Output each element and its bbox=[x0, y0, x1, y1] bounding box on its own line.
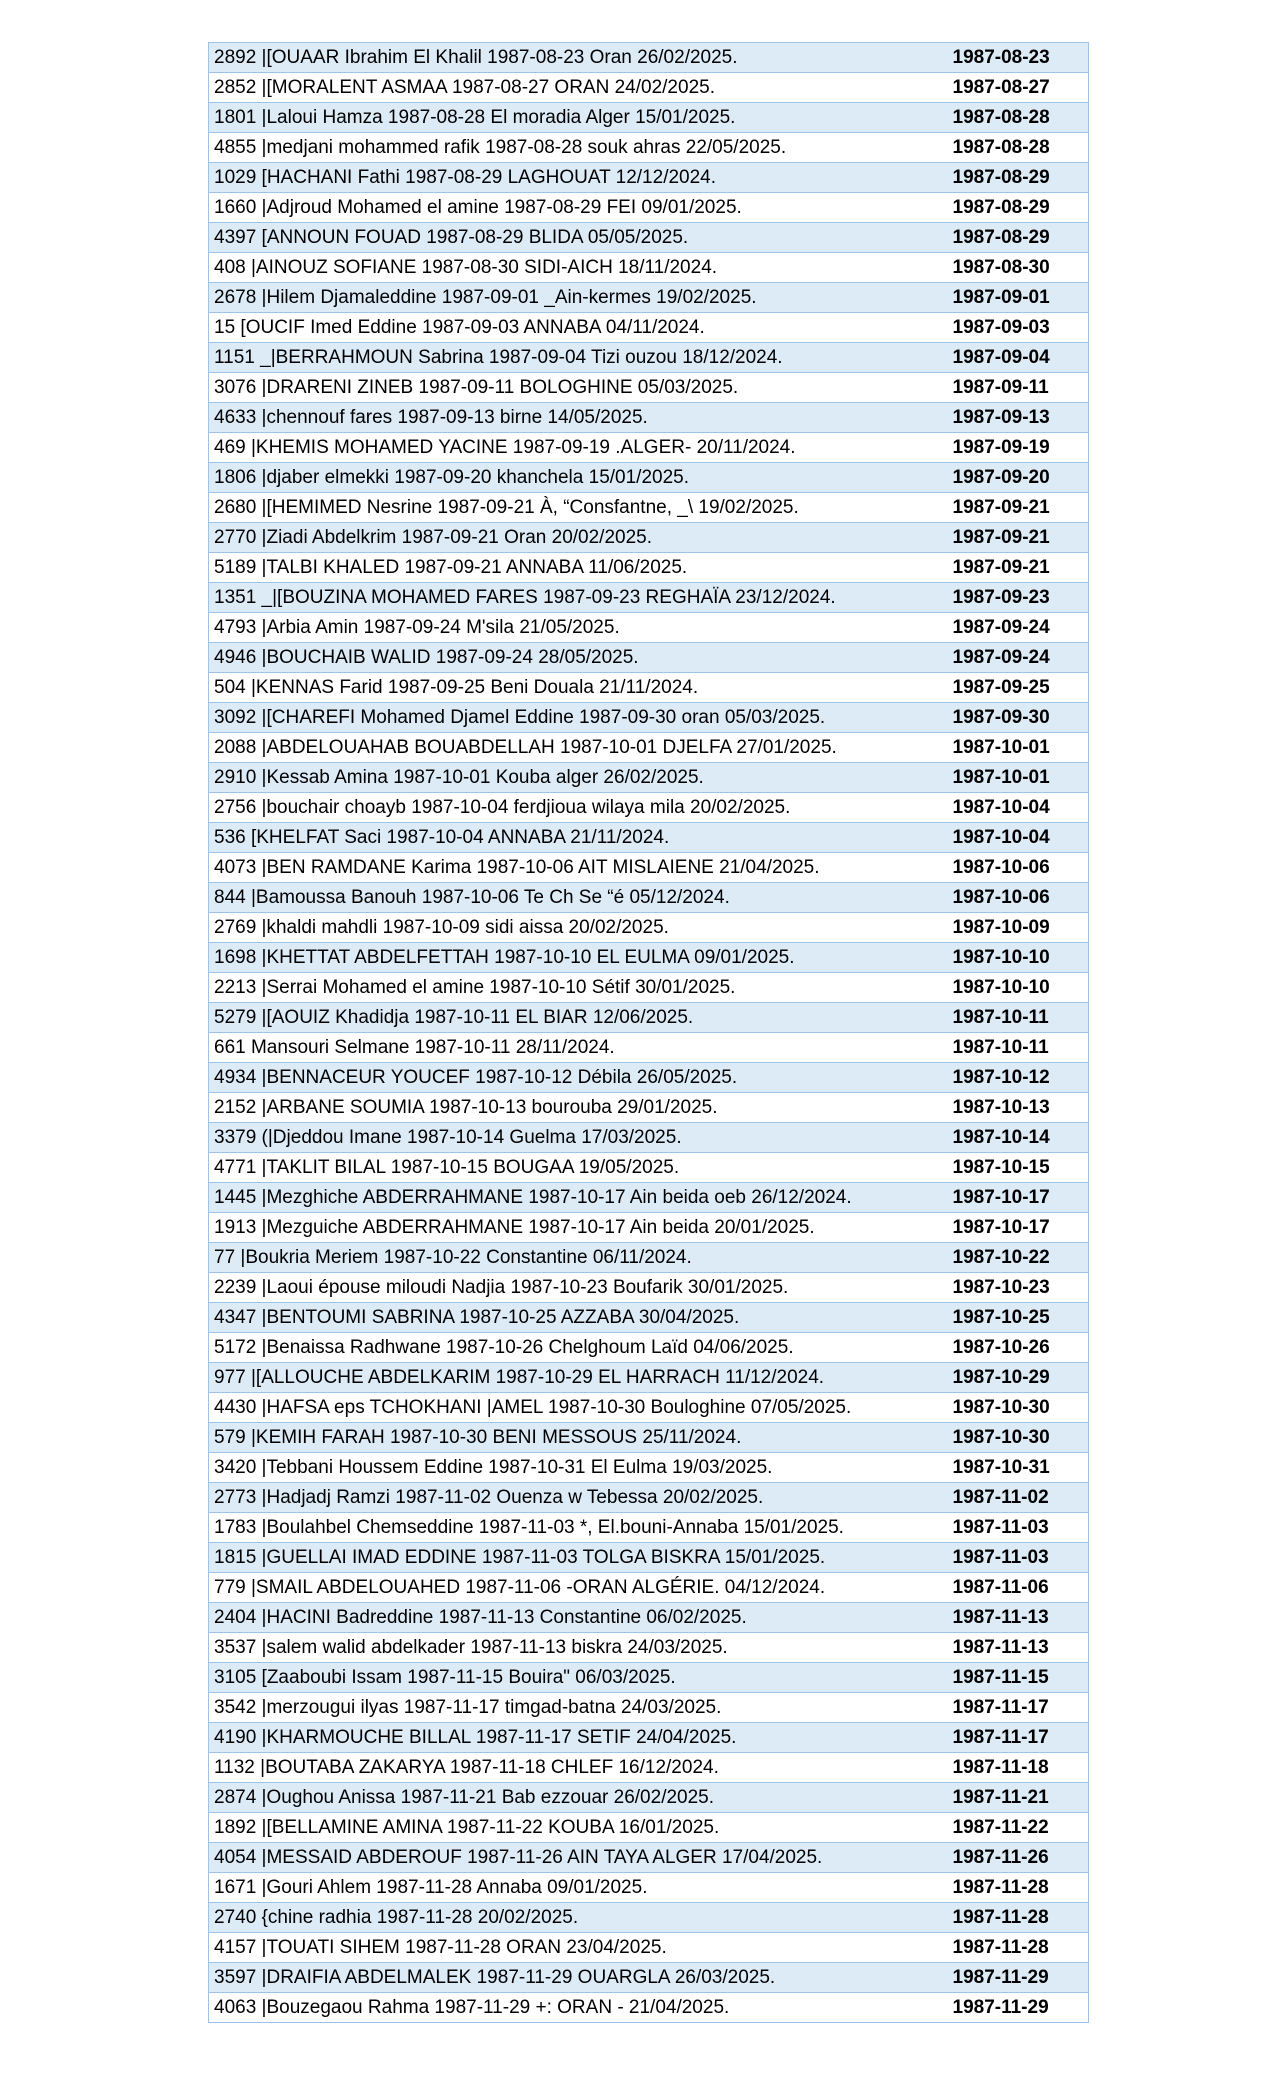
record-entry-cell: 5172 |Benaissa Radhwane 1987-10-26 Chelghoum Laïd 04/06/2025. bbox=[209, 1333, 947, 1363]
record-entry-cell: 4633 |chennouf fares 1987-09-13 birne 14/05/2025. bbox=[209, 403, 947, 433]
record-entry-cell: 3092 |[CHAREFI Mohamed Djamel Eddine 1987-09-30 oran 05/03/2025. bbox=[209, 703, 947, 733]
record-entry-cell: 1698 |KHETTAT ABDELFETTAH 1987-10-10 EL EULMA 09/01/2025. bbox=[209, 943, 947, 973]
record-entry-cell: 4430 |HAFSA eps TCHOKHANI |AMEL 1987-10-30 Bouloghine 07/05/2025. bbox=[209, 1393, 947, 1423]
record-date-cell: 1987-10-15 bbox=[947, 1153, 1089, 1183]
record-date-cell: 1987-10-04 bbox=[947, 823, 1089, 853]
record-date-cell: 1987-11-29 bbox=[947, 1963, 1089, 1993]
table-row bbox=[209, 1843, 1089, 1873]
record-entry-cell: 4934 |BENNACEUR YOUCEF 1987-10-12 Débila 26/05/2025. bbox=[209, 1063, 947, 1093]
record-date-cell: 1987-09-04 bbox=[947, 343, 1089, 373]
record-date-cell: 1987-09-25 bbox=[947, 673, 1089, 703]
record-date-cell: 1987-10-09 bbox=[947, 913, 1089, 943]
record-entry-cell: 977 |[ALLOUCHE ABDELKARIM 1987-10-29 EL HARRACH 11/12/2024. bbox=[209, 1363, 947, 1393]
record-date-cell: 1987-10-31 bbox=[947, 1453, 1089, 1483]
record-date-cell: 1987-09-19 bbox=[947, 433, 1089, 463]
table-row bbox=[209, 193, 1089, 223]
record-entry-cell: 3542 |merzougui ilyas 1987-11-17 timgad-batna 24/03/2025. bbox=[209, 1693, 947, 1723]
record-date-cell: 1987-08-29 bbox=[947, 223, 1089, 253]
table-row bbox=[209, 703, 1089, 733]
record-date-cell: 1987-09-30 bbox=[947, 703, 1089, 733]
record-entry-cell: 3379 (|Djeddou Imane 1987-10-14 Guelma 17/03/2025. bbox=[209, 1123, 947, 1153]
table-row bbox=[209, 343, 1089, 373]
table-row bbox=[209, 403, 1089, 433]
table-row bbox=[209, 253, 1089, 283]
record-entry-cell: 2740 {chine radhia 1987-11-28 20/02/2025. bbox=[209, 1903, 947, 1933]
record-date-cell: 1987-10-23 bbox=[947, 1273, 1089, 1303]
table-row bbox=[209, 1663, 1089, 1693]
table-row bbox=[209, 1183, 1089, 1213]
record-entry-cell: 4793 |Arbia Amin 1987-09-24 M'sila 21/05/2025. bbox=[209, 613, 947, 643]
table-row bbox=[209, 793, 1089, 823]
table-row bbox=[209, 1153, 1089, 1183]
record-date-cell: 1987-10-12 bbox=[947, 1063, 1089, 1093]
table-row bbox=[209, 1693, 1089, 1723]
record-date-cell: 1987-10-17 bbox=[947, 1213, 1089, 1243]
record-entry-cell: 1913 |Mezguiche ABDERRAHMANE 1987-10-17 Ain beida 20/01/2025. bbox=[209, 1213, 947, 1243]
record-entry-cell: 2769 |khaldi mahdli 1987-10-09 sidi aissa 20/02/2025. bbox=[209, 913, 947, 943]
record-entry-cell: 2773 |Hadjadj Ramzi 1987-11-02 Ouenza w Tebessa 20/02/2025. bbox=[209, 1483, 947, 1513]
record-date-cell: 1987-09-21 bbox=[947, 553, 1089, 583]
record-date-cell: 1987-08-29 bbox=[947, 193, 1089, 223]
table-row bbox=[209, 913, 1089, 943]
record-entry-cell: 536 [KHELFAT Saci 1987-10-04 ANNABA 21/11/2024. bbox=[209, 823, 947, 853]
document-page bbox=[208, 42, 1088, 2023]
table-row bbox=[209, 1363, 1089, 1393]
table-row bbox=[209, 883, 1089, 913]
record-date-cell: 1987-10-14 bbox=[947, 1123, 1089, 1153]
table-row bbox=[209, 313, 1089, 343]
record-date-cell: 1987-10-30 bbox=[947, 1393, 1089, 1423]
record-entry-cell: 2088 |ABDELOUAHAB BOUABDELLAH 1987-10-01 DJELFA 27/01/2025. bbox=[209, 733, 947, 763]
record-date-cell: 1987-08-30 bbox=[947, 253, 1089, 283]
record-entry-cell: 1445 |Mezghiche ABDERRAHMANE 1987-10-17 Ain beida oeb 26/12/2024. bbox=[209, 1183, 947, 1213]
record-entry-cell: 1132 |BOUTABA ZAKARYA 1987-11-18 CHLEF 16/12/2024. bbox=[209, 1753, 947, 1783]
record-date-cell: 1987-10-01 bbox=[947, 763, 1089, 793]
record-entry-cell: 408 |AINOUZ SOFIANE 1987-08-30 SIDI-AICH 18/11/2024. bbox=[209, 253, 947, 283]
table-row bbox=[209, 1483, 1089, 1513]
record-date-cell: 1987-09-21 bbox=[947, 523, 1089, 553]
table-row bbox=[209, 43, 1089, 73]
table-row bbox=[209, 1963, 1089, 1993]
record-entry-cell: 3076 |DRARENI ZINEB 1987-09-11 BOLOGHINE 05/03/2025. bbox=[209, 373, 947, 403]
record-date-cell: 1987-09-21 bbox=[947, 493, 1089, 523]
table-row bbox=[209, 1213, 1089, 1243]
table-row bbox=[209, 1933, 1089, 1963]
record-entry-cell: 5189 |TALBI KHALED 1987-09-21 ANNABA 11/06/2025. bbox=[209, 553, 947, 583]
table-row bbox=[209, 1603, 1089, 1633]
table-row bbox=[209, 673, 1089, 703]
record-date-cell: 1987-09-13 bbox=[947, 403, 1089, 433]
record-entry-cell: 1351 _|[BOUZINA MOHAMED FARES 1987-09-23 REGHAÏA 23/12/2024. bbox=[209, 583, 947, 613]
record-date-cell: 1987-10-11 bbox=[947, 1033, 1089, 1063]
record-entry-cell: 779 |SMAIL ABDELOUAHED 1987-11-06 -ORAN ALGÉRIE. 04/12/2024. bbox=[209, 1573, 947, 1603]
record-entry-cell: 1892 |[BELLAMINE AMINA 1987-11-22 KOUBA 16/01/2025. bbox=[209, 1813, 947, 1843]
record-date-cell: 1987-11-26 bbox=[947, 1843, 1089, 1873]
record-entry-cell: 4054 |MESSAID ABDEROUF 1987-11-26 AIN TAYA ALGER 17/04/2025. bbox=[209, 1843, 947, 1873]
table-row bbox=[209, 1273, 1089, 1303]
record-date-cell: 1987-10-06 bbox=[947, 883, 1089, 913]
table-row bbox=[209, 1813, 1089, 1843]
record-date-cell: 1987-10-06 bbox=[947, 853, 1089, 883]
record-date-cell: 1987-10-17 bbox=[947, 1183, 1089, 1213]
table-row bbox=[209, 1783, 1089, 1813]
record-date-cell: 1987-09-11 bbox=[947, 373, 1089, 403]
record-date-cell: 1987-11-06 bbox=[947, 1573, 1089, 1603]
record-entry-cell: 1151 _|BERRAHMOUN Sabrina 1987-09-04 Tizi ouzou 18/12/2024. bbox=[209, 343, 947, 373]
record-entry-cell: 2874 |Oughou Anissa 1987-11-21 Bab ezzouar 26/02/2025. bbox=[209, 1783, 947, 1813]
record-entry-cell: 4190 |KHARMOUCHE BILLAL 1987-11-17 SETIF 24/04/2025. bbox=[209, 1723, 947, 1753]
record-date-cell: 1987-11-17 bbox=[947, 1693, 1089, 1723]
record-entry-cell: 2910 |Kessab Amina 1987-10-01 Kouba alger 26/02/2025. bbox=[209, 763, 947, 793]
record-date-cell: 1987-10-22 bbox=[947, 1243, 1089, 1273]
record-entry-cell: 4771 |TAKLIT BILAL 1987-10-15 BOUGAA 19/05/2025. bbox=[209, 1153, 947, 1183]
record-date-cell: 1987-11-17 bbox=[947, 1723, 1089, 1753]
record-entry-cell: 1815 |GUELLAI IMAD EDDINE 1987-11-03 TOLGA BISKRA 15/01/2025. bbox=[209, 1543, 947, 1573]
record-entry-cell: 2770 |Ziadi Abdelkrim 1987-09-21 Oran 20/02/2025. bbox=[209, 523, 947, 553]
record-entry-cell: 4397 [ANNOUN FOUAD 1987-08-29 BLIDA 05/05/2025. bbox=[209, 223, 947, 253]
table-row bbox=[209, 1423, 1089, 1453]
record-date-cell: 1987-10-10 bbox=[947, 943, 1089, 973]
record-date-cell: 1987-09-01 bbox=[947, 283, 1089, 313]
record-date-cell: 1987-10-04 bbox=[947, 793, 1089, 823]
record-entry-cell: 77 |Boukria Meriem 1987-10-22 Constantine 06/11/2024. bbox=[209, 1243, 947, 1273]
record-date-cell: 1987-10-11 bbox=[947, 1003, 1089, 1033]
record-date-cell: 1987-09-20 bbox=[947, 463, 1089, 493]
table-row bbox=[209, 493, 1089, 523]
record-entry-cell: 1806 |djaber elmekki 1987-09-20 khanchela 15/01/2025. bbox=[209, 463, 947, 493]
record-entry-cell: 661 Mansouri Selmane 1987-10-11 28/11/2024. bbox=[209, 1033, 947, 1063]
table-row bbox=[209, 163, 1089, 193]
record-entry-cell: 4855 |medjani mohammed rafik 1987-08-28 souk ahras 22/05/2025. bbox=[209, 133, 947, 163]
record-entry-cell: 15 [OUCIF Imed Eddine 1987-09-03 ANNABA 04/11/2024. bbox=[209, 313, 947, 343]
table-row bbox=[209, 373, 1089, 403]
table-row bbox=[209, 853, 1089, 883]
record-date-cell: 1987-11-28 bbox=[947, 1933, 1089, 1963]
record-entry-cell: 3597 |DRAIFIA ABDELMALEK 1987-11-29 OUARGLA 26/03/2025. bbox=[209, 1963, 947, 1993]
record-date-cell: 1987-10-26 bbox=[947, 1333, 1089, 1363]
record-entry-cell: 2152 |ARBANE SOUMIA 1987-10-13 bourouba 29/01/2025. bbox=[209, 1093, 947, 1123]
table-row bbox=[209, 613, 1089, 643]
record-entry-cell: 1801 |Laloui Hamza 1987-08-28 El moradia Alger 15/01/2025. bbox=[209, 103, 947, 133]
table-row bbox=[209, 1903, 1089, 1933]
record-entry-cell: 4063 |Bouzegaou Rahma 1987-11-29 +: ORAN - 21/04/2025. bbox=[209, 1993, 947, 2023]
table-row bbox=[209, 643, 1089, 673]
record-date-cell: 1987-08-28 bbox=[947, 103, 1089, 133]
record-date-cell: 1987-08-28 bbox=[947, 133, 1089, 163]
record-entry-cell: 2852 |[MORALENT ASMAA 1987-08-27 ORAN 24/02/2025. bbox=[209, 73, 947, 103]
table-row bbox=[209, 1243, 1089, 1273]
record-date-cell: 1987-10-29 bbox=[947, 1363, 1089, 1393]
table-row bbox=[209, 103, 1089, 133]
table-row bbox=[209, 1993, 1089, 2023]
record-date-cell: 1987-11-03 bbox=[947, 1543, 1089, 1573]
record-date-cell: 1987-08-29 bbox=[947, 163, 1089, 193]
record-entry-cell: 844 |Bamoussa Banouh 1987-10-06 Te Ch Se “é 05/12/2024. bbox=[209, 883, 947, 913]
record-date-cell: 1987-09-24 bbox=[947, 643, 1089, 673]
table-row bbox=[209, 463, 1089, 493]
record-entry-cell: 1671 |Gouri Ahlem 1987-11-28 Annaba 09/01/2025. bbox=[209, 1873, 947, 1903]
record-date-cell: 1987-11-18 bbox=[947, 1753, 1089, 1783]
record-date-cell: 1987-10-10 bbox=[947, 973, 1089, 1003]
record-entry-cell: 3420 |Tebbani Houssem Eddine 1987-10-31 El Eulma 19/03/2025. bbox=[209, 1453, 947, 1483]
record-date-cell: 1987-11-13 bbox=[947, 1633, 1089, 1663]
record-date-cell: 1987-11-22 bbox=[947, 1813, 1089, 1843]
table-row bbox=[209, 1753, 1089, 1783]
table-row bbox=[209, 133, 1089, 163]
table-row bbox=[209, 1003, 1089, 1033]
table-row bbox=[209, 223, 1089, 253]
record-date-cell: 1987-08-27 bbox=[947, 73, 1089, 103]
record-entry-cell: 1660 |Adjroud Mohamed el amine 1987-08-29 FEI 09/01/2025. bbox=[209, 193, 947, 223]
record-entry-cell: 504 |KENNAS Farid 1987-09-25 Beni Douala 21/11/2024. bbox=[209, 673, 947, 703]
table-row bbox=[209, 1393, 1089, 1423]
record-date-cell: 1987-11-13 bbox=[947, 1603, 1089, 1633]
record-date-cell: 1987-09-23 bbox=[947, 583, 1089, 613]
table-row bbox=[209, 1633, 1089, 1663]
table-row bbox=[209, 523, 1089, 553]
table-row bbox=[209, 583, 1089, 613]
table-row bbox=[209, 73, 1089, 103]
table-row bbox=[209, 433, 1089, 463]
record-date-cell: 1987-10-30 bbox=[947, 1423, 1089, 1453]
record-entry-cell: 3537 |salem walid abdelkader 1987-11-13 biskra 24/03/2025. bbox=[209, 1633, 947, 1663]
record-entry-cell: 5279 |[AOUIZ Khadidja 1987-10-11 EL BIAR 12/06/2025. bbox=[209, 1003, 947, 1033]
record-date-cell: 1987-10-13 bbox=[947, 1093, 1089, 1123]
record-date-cell: 1987-09-03 bbox=[947, 313, 1089, 343]
record-entry-cell: 4347 |BENTOUMI SABRINA 1987-10-25 AZZABA 30/04/2025. bbox=[209, 1303, 947, 1333]
record-date-cell: 1987-11-28 bbox=[947, 1903, 1089, 1933]
record-date-cell: 1987-10-01 bbox=[947, 733, 1089, 763]
record-entry-cell: 2239 |Laoui épouse miloudi Nadjia 1987-10-23 Boufarik 30/01/2025. bbox=[209, 1273, 947, 1303]
record-date-cell: 1987-09-24 bbox=[947, 613, 1089, 643]
table-row bbox=[209, 1873, 1089, 1903]
table-row bbox=[209, 283, 1089, 313]
table-row bbox=[209, 973, 1089, 1003]
record-date-cell: 1987-11-03 bbox=[947, 1513, 1089, 1543]
table-row bbox=[209, 1333, 1089, 1363]
record-date-cell: 1987-11-15 bbox=[947, 1663, 1089, 1693]
records-table-body bbox=[209, 43, 1089, 2023]
table-row bbox=[209, 553, 1089, 583]
table-row bbox=[209, 1543, 1089, 1573]
record-entry-cell: 469 |KHEMIS MOHAMED YACINE 1987-09-19 .ALGER- 20/11/2024. bbox=[209, 433, 947, 463]
table-row bbox=[209, 823, 1089, 853]
record-date-cell: 1987-08-23 bbox=[947, 43, 1089, 73]
table-row bbox=[209, 943, 1089, 973]
table-row bbox=[209, 1453, 1089, 1483]
record-entry-cell: 4946 |BOUCHAIB WALID 1987-09-24 28/05/2025. bbox=[209, 643, 947, 673]
records-table bbox=[208, 42, 1089, 2023]
record-entry-cell: 4073 |BEN RAMDANE Karima 1987-10-06 AIT MISLAIENE 21/04/2025. bbox=[209, 853, 947, 883]
table-row bbox=[209, 1123, 1089, 1153]
record-entry-cell: 579 |KEMIH FARAH 1987-10-30 BENI MESSOUS 25/11/2024. bbox=[209, 1423, 947, 1453]
record-entry-cell: 1029 [HACHANI Fathi 1987-08-29 LAGHOUAT 12/12/2024. bbox=[209, 163, 947, 193]
record-date-cell: 1987-10-25 bbox=[947, 1303, 1089, 1333]
table-row bbox=[209, 1573, 1089, 1603]
record-entry-cell: 2680 |[HEMIMED Nesrine 1987-09-21 À, “Consfantne, _\ 19/02/2025. bbox=[209, 493, 947, 523]
record-entry-cell: 2756 |bouchair choayb 1987-10-04 ferdjioua wilaya mila 20/02/2025. bbox=[209, 793, 947, 823]
record-date-cell: 1987-11-21 bbox=[947, 1783, 1089, 1813]
record-entry-cell: 3105 [Zaaboubi Issam 1987-11-15 Bouira" 06/03/2025. bbox=[209, 1663, 947, 1693]
table-row bbox=[209, 1303, 1089, 1333]
record-date-cell: 1987-11-29 bbox=[947, 1993, 1089, 2023]
table-row bbox=[209, 1723, 1089, 1753]
table-row bbox=[209, 1093, 1089, 1123]
record-entry-cell: 2213 |Serrai Mohamed el amine 1987-10-10 Sétif 30/01/2025. bbox=[209, 973, 947, 1003]
record-entry-cell: 2404 |HACINI Badreddine 1987-11-13 Constantine 06/02/2025. bbox=[209, 1603, 947, 1633]
record-entry-cell: 1783 |Boulahbel Chemseddine 1987-11-03 *, El.bouni-Annaba 15/01/2025. bbox=[209, 1513, 947, 1543]
table-row bbox=[209, 1063, 1089, 1093]
table-row bbox=[209, 1513, 1089, 1543]
table-row bbox=[209, 763, 1089, 793]
record-date-cell: 1987-11-02 bbox=[947, 1483, 1089, 1513]
record-entry-cell: 4157 |TOUATI SIHEM 1987-11-28 ORAN 23/04/2025. bbox=[209, 1933, 947, 1963]
record-entry-cell: 2892 |[OUAAR Ibrahim El Khalil 1987-08-23 Oran 26/02/2025. bbox=[209, 43, 947, 73]
record-date-cell: 1987-11-28 bbox=[947, 1873, 1089, 1903]
record-entry-cell: 2678 |Hilem Djamaleddine 1987-09-01 _Ain-kermes 19/02/2025. bbox=[209, 283, 947, 313]
table-row bbox=[209, 733, 1089, 763]
table-row bbox=[209, 1033, 1089, 1063]
